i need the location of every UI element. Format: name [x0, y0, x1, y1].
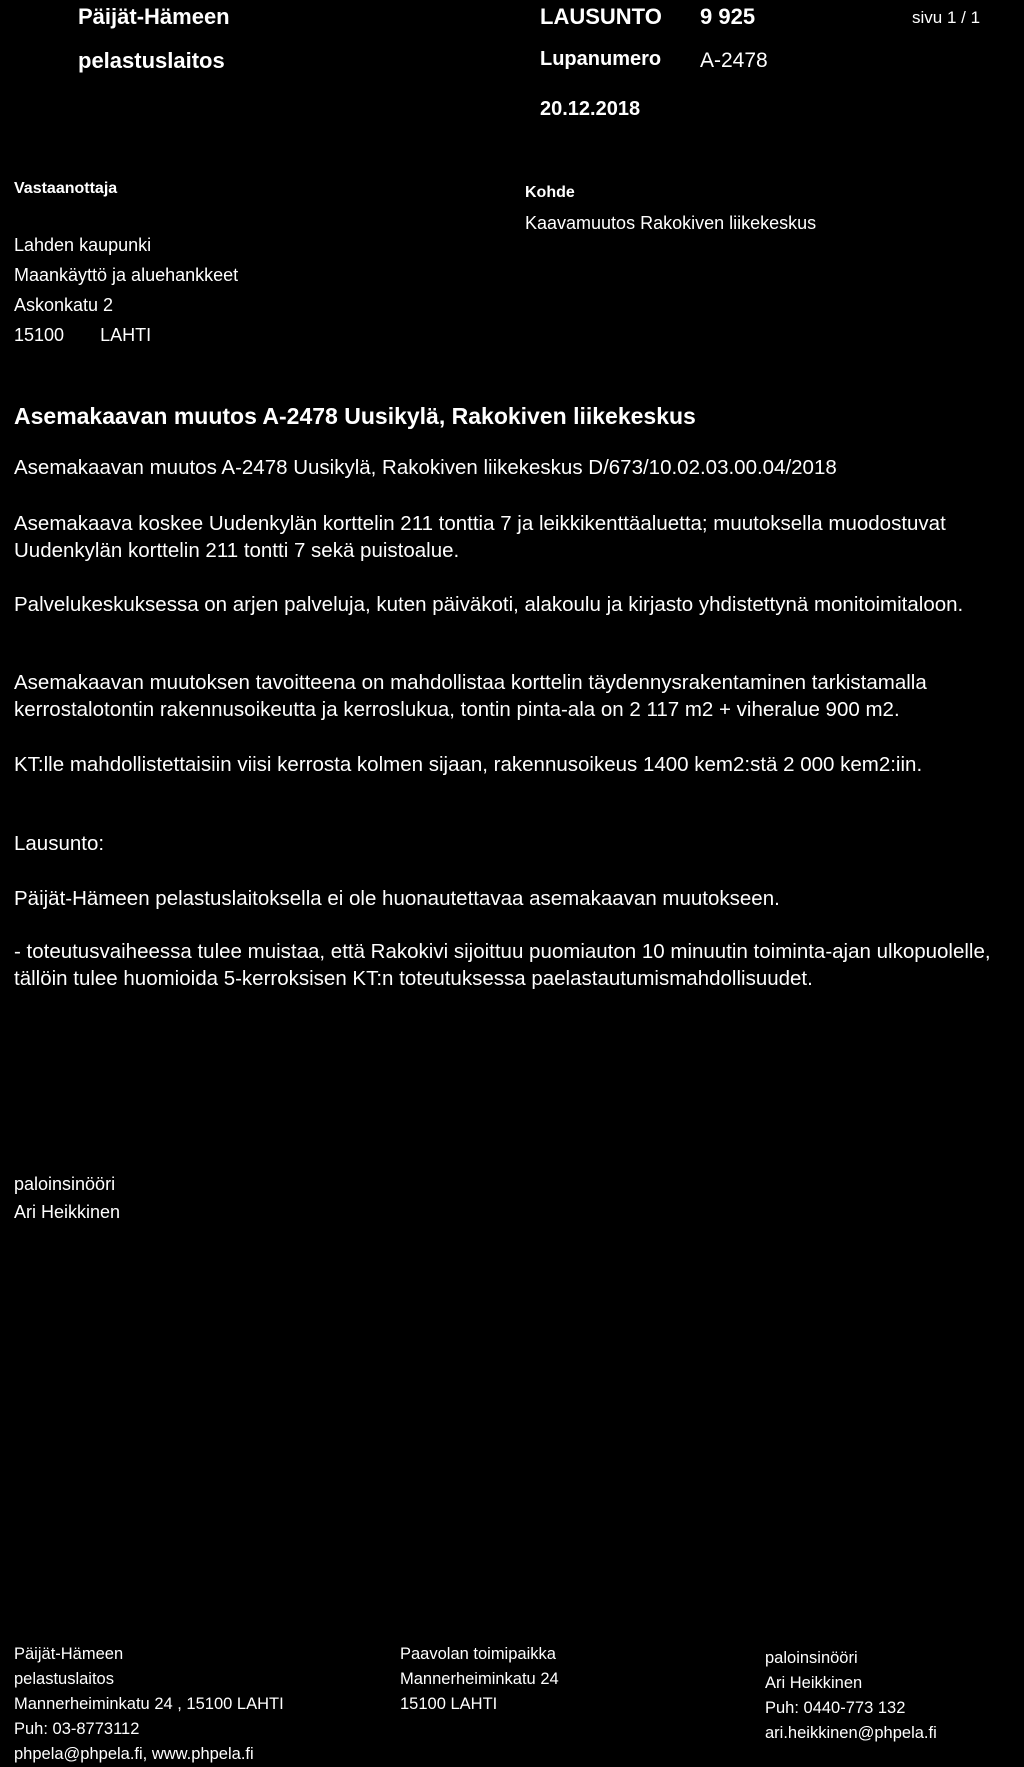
signature-name: Ari Heikkinen — [14, 1202, 121, 1222]
document-date: 20.12.2018 — [540, 98, 641, 120]
statement-label: Lausunto: — [14, 832, 105, 855]
recipient-postal — [14, 320, 238, 350]
subject-label: Kohde — [525, 184, 575, 201]
paragraph-services: Palvelukeskuksessa on arjen palveluja, kuten päiväkoti, alakoulu ja kirjasto yhdistettynä monitoimitaloon. — [14, 593, 964, 616]
document-title: Asemakaavan muutos A-2478 Uusikylä, Rakokiven liikekeskus — [14, 403, 696, 429]
paragraph-goal: Asemakaavan muutoksen tavoitteena on mahdollistaa korttelin täydennysrakentaminen tarkistamalla kerrostalotontin rakennusoikeutta ja kerroslukua, tontin pinta-ala on 2 117 m2 + viheralue 900 m2. — [14, 671, 927, 721]
document-type: LAUSUNTO — [540, 4, 662, 29]
document-number: 9 925 — [700, 4, 756, 29]
recipient-address — [14, 230, 238, 350]
footer-line: Paavolan toimipaikka — [400, 1645, 556, 1663]
org-name-line1: Päijät-Hämeen — [78, 4, 230, 29]
statement-note: - toteutusvaiheessa tulee muistaa, että Rakokivi sijoittuu puomiauton 10 minuutin toiminta-ajan ulkopuolelle, tällöin tulee huomioida 5-kerroksisen KT:n toteutuksessa paelastautumismahdollisuudet. — [14, 940, 991, 990]
postal-code: 15100 — [14, 325, 65, 345]
footer-line: Puh: 0440-773 132 — [765, 1699, 906, 1717]
footer-office — [400, 1642, 559, 1717]
org-name-line2: pelastuslaitos — [78, 48, 225, 73]
footer-line: Mannerheiminkatu 24 , 15100 LAHTI — [14, 1695, 284, 1713]
recipient-line: Askonkatu 2 — [14, 295, 114, 315]
paragraph-floors: KT:lle mahdollistettaisiin viisi kerrosta kolmen sijaan, rakennusoikeus 1400 kem2:stä 2 000 kem2:iin. — [14, 753, 923, 776]
permit-label: Lupanumero — [540, 48, 662, 70]
footer-organization — [14, 1642, 284, 1767]
footer-line: 15100 LAHTI — [400, 1695, 498, 1713]
paragraph-reference: Asemakaavan muutos A-2478 Uusikylä, Rakokiven liikekeskus D/673/10.02.03.00.04/2018 — [14, 456, 837, 479]
footer-line: Mannerheiminkatu 24 — [400, 1670, 559, 1688]
footer-line: Ari Heikkinen — [765, 1674, 863, 1692]
footer-line: ari.heikkinen@phpela.fi — [765, 1724, 937, 1742]
signature-block — [14, 1170, 120, 1226]
paragraph-scope: Asemakaava koskee Uudenkylän korttelin 211 tonttia 7 ja leikkikenttäaluetta; muutoksella muodostuvat Uudenkylän korttelin 211 tontti 7 sekä puistoalue. — [14, 512, 946, 562]
footer-line: paloinsinööri — [765, 1649, 858, 1667]
recipient-line: Maankäyttö ja aluehankkeet — [14, 265, 239, 285]
page-indicator: sivu 1 / 1 — [912, 8, 981, 27]
permit-number: A-2478 — [700, 49, 768, 72]
footer-line: Puh: 03-8773112 — [14, 1720, 140, 1738]
signature-role: paloinsinööri — [14, 1174, 116, 1194]
footer-line: Päijät-Hämeen — [14, 1645, 124, 1663]
footer-line: pelastuslaitos — [14, 1670, 114, 1688]
footer-contact — [765, 1646, 937, 1746]
subject-value: Kaavamuutos Rakokiven liikekeskus — [525, 213, 817, 233]
city: LAHTI — [100, 325, 152, 345]
statement-text: Päijät-Hämeen pelastuslaitoksella ei ole huonautettavaa asemakaavan muutokseen. — [14, 887, 780, 910]
recipient-line: Lahden kaupunki — [14, 235, 152, 255]
recipient-label: Vastaanottaja — [14, 180, 118, 197]
footer-line: phpela@phpela.fi, www.phpela.fi — [14, 1745, 254, 1763]
